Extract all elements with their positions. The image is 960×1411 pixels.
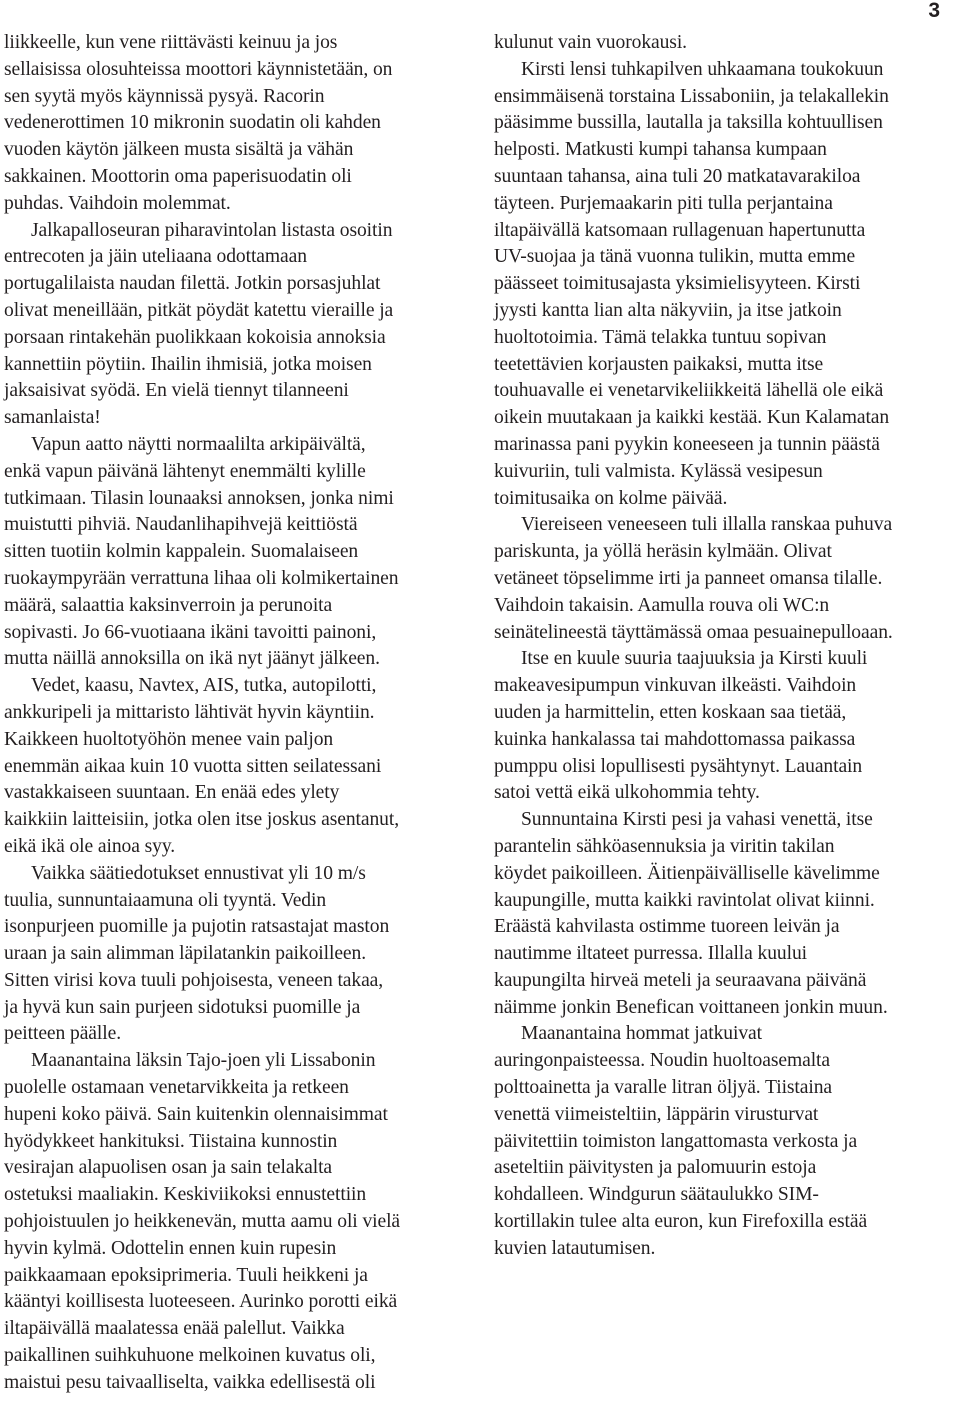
text-line: porsaan rintakehän puolikkaan kokoisia annoksia — [4, 326, 386, 348]
text-line: kuinka hankalassa tai mahdottomassa paikassa — [494, 728, 856, 750]
text-line: sopivasti. Jo 66-vuotiaana ikäni tavoitti painoni, — [4, 621, 377, 643]
text-line: teetettävien korjausten paikaksi, mutta itse — [494, 353, 824, 375]
text-line: Kirsti lensi tuhkapilven uhkaamana toukokuun — [521, 58, 884, 80]
text-line: Sitten virisi kova tuuli pohjoisesta, veneen takaa, — [4, 969, 384, 991]
text-line: ruokaympyrään verrattuna lihaa oli kolmikertainen — [4, 567, 399, 589]
text-line: UV-suojaa ja tänä vuonna tulikin, mutta emme — [494, 246, 856, 268]
text-line: mutta näillä annoksilla on ikä nyt jäänyt jälkeen. — [4, 648, 380, 670]
text-line: vedenerottimen 10 mikronin suodatin oli kahden — [4, 112, 381, 134]
text-line: jaksaisivat syödä. En vielä tiennyt tilanneeni — [4, 380, 349, 402]
text-line: päässeet toimitusajasta yksimielisyyteen. Kirsti — [494, 273, 861, 295]
text-line: parantelin sähköasennuksia ja viritin takilan — [494, 835, 835, 857]
text-line: touhuavalle ei venetarvikeliikkeitä lähellä ole eikä — [494, 380, 884, 402]
text-line: tutkimaan. Tilasin lounaaksi annoksen, jonka nimi — [4, 487, 394, 509]
text-line: köydet paikoilleen. Äitienpäivälliselle kävelimme — [494, 862, 880, 884]
text-line: kannettiin pöytiin. Ihailin ihmisiä, jotka moisen — [4, 353, 372, 375]
text-line: liikkeelle, kun vene riittävästi keinuu ja jos — [4, 32, 338, 53]
text-line: Vaihdoin takaisin. Aamulla rouva oli WC:n — [494, 594, 830, 616]
text-line: peitteen päälle. — [4, 1023, 121, 1045]
right-text-column — [494, 30, 958, 1263]
text-line: täyteen. Purjemaakarin piti tulla perjantaina — [494, 192, 833, 214]
text-line: isonpurjeen puomille ja pujotin ratsastajat maston — [4, 916, 390, 938]
text-line: kääntyi koillisesta luoteeseen. Aurinko porotti eikä — [4, 1291, 398, 1313]
text-line: vesirajan alapuolisen osan ja sain telakalta — [4, 1157, 333, 1179]
text-line: iltapäivällä katsomaan rullagenuan hapertunutta — [494, 219, 866, 241]
text-line: määrä, salaattia kaksinverroin ja perunoita — [4, 594, 333, 616]
text-line: Vedet, kaasu, Navtex, AIS, tutka, autopilotti, — [31, 675, 377, 697]
text-line: sitten tuotiin kolmin kappalein. Suomalaiseen — [4, 541, 359, 563]
text-line: kuivuriin, tuli valmista. Kylässä vesipesun — [494, 460, 823, 482]
text-line: paikallinen suihkuhuone melkoinen kuvatus oli, — [4, 1345, 376, 1367]
text-line: Maanantaina läksin Tajo-joen yli Lissabonin — [31, 1050, 376, 1072]
text-line: Vapun aatto näytti normaalilta arkipäivältä, — [31, 433, 366, 455]
text-line: toimitusaika on kolme päivää. — [494, 487, 728, 509]
text-line: sellaisissa olosuhteissa moottori käynnistetään, on — [4, 58, 393, 80]
text-line: sakkainen. Moottorin oma paperisuodatin oli — [4, 165, 352, 187]
text-line: pariskunta, ja yöllä heräsin kylmään. Olivat — [494, 541, 832, 563]
text-line: uraan ja sain alimman läpilatankin paikoilleen. — [4, 943, 367, 965]
text-line: polttoainetta ja varalle litran öljyä. Tiistaina — [494, 1077, 833, 1099]
text-line: kuvien latautumisen. — [494, 1237, 656, 1259]
text-line: vetäneet töpselimme irti ja panneet omansa tilalle. — [494, 567, 883, 589]
text-line: kohdalleen. Windgurun säätaulukko SIM- — [494, 1184, 819, 1206]
text-line: Sunnuntaina Kirsti pesi ja vahasi venettä, itse — [521, 809, 873, 831]
text-line: ostetuksi maaliakin. Keskiviikoksi ennustettiin — [4, 1184, 367, 1206]
text-line: enkä vapun päivänä lähtenyt enemmälti kylille — [4, 460, 366, 482]
text-line: samanlaista! — [4, 407, 101, 429]
text-line: auringonpaisteessa. Noudin huoltoasemalta — [494, 1050, 830, 1072]
page-number: 3 — [928, 0, 940, 22]
text-line: puolelle ostamaan venetarvikkeita ja retkeen — [4, 1077, 349, 1099]
text-line: olivat meneillään, pitkät pöydät katettu vieraille ja — [4, 299, 394, 321]
text-line: kaupungilta hirveä meteli ja seuraavana päivänä — [494, 969, 867, 991]
text-line: puhdas. Vaihdoin molemmat. — [4, 192, 231, 214]
text-line: hupeni koko päivä. Sain kuitenkin olennaisimmat — [4, 1103, 388, 1125]
text-line: eikä ikä ole ainoa syy. — [4, 835, 176, 857]
text-line: vuoden käytön jälkeen musta sisältä ja vähän — [4, 139, 354, 161]
text-line: ensimmäisenä torstaina Lissaboniin, ja telakallekin — [494, 85, 889, 107]
text-line: maistui pesu taivaalliselta, vaikka edellisestä oli — [4, 1371, 376, 1393]
text-line: seinätelineestä täyttämässä omaa pesuainepulloaan. — [494, 621, 893, 643]
text-line: muistutti pihviä. Naudanlihapihvejä keittiöstä — [4, 514, 358, 536]
text-line: marinassa pani pyykin koneeseen ja tunnin päästä — [494, 433, 880, 455]
text-line: pumppu olisi lopullisesti pysähtynyt. Lauantain — [494, 755, 863, 777]
text-line: Maanantaina hommat jatkuivat — [521, 1023, 762, 1045]
text-line: entrecoten ja jäin uteliaana odottamaan — [4, 246, 307, 268]
text-line: ja hyvä kun sain purjeen sidotuksi puomille ja — [4, 996, 361, 1018]
text-line: kaupungille, mutta kaikki ravintolat olivat kiinni. — [494, 889, 875, 911]
text-line: aseteltiin päivitysten ja palomuurin estoja — [494, 1157, 817, 1179]
text-line: hyödykkeet hankituksi. Tiistaina kunnostin — [4, 1130, 338, 1152]
text-line: venettä viimeisteltiin, läppärin virusturvat — [494, 1103, 819, 1125]
text-line: kortillakin tulee alta euron, kun Firefoxilla estää — [494, 1211, 868, 1233]
text-line: Viereiseen veneeseen tuli illalla ranskaa puhuva — [521, 514, 893, 536]
text-line: Kaikkeen huoltotyöhön menee vain paljon — [4, 728, 334, 750]
text-line: näimme jonkin Benefican voittaneen jonkin muun. — [494, 996, 888, 1018]
left-text-column — [4, 30, 474, 1397]
text-line: sen syytä myös käynnissä pysyä. Racorin — [4, 85, 325, 107]
text-line: oikein muutakaan ja kaikki kestää. Kun Kalamatan — [494, 407, 890, 429]
text-line: huoltotoimia. Tämä telakka tuntuu sopivan — [494, 326, 827, 348]
text-line: pohjoistuulen jo heikkenevän, mutta aamu oli vielä — [4, 1211, 401, 1233]
text-line: helposti. Matkusti kumpi tahansa kumpaan — [494, 139, 827, 161]
text-line: kaikkiin laitteisiin, jotka olen itse joskus asentanut, — [4, 809, 400, 831]
text-line: pääsimme bussilla, lautalla ja taksilla kohtuullisen — [494, 112, 883, 134]
text-line: makeavesipumpun vinkuvan ilkeästi. Vaihdoin — [494, 675, 857, 697]
text-line: vastakkaiseen suuntaan. En enää edes ylety — [4, 782, 340, 804]
text-line: enemmän aikaa kuin 10 vuotta sitten seilatessani — [4, 755, 382, 777]
text-line: jyysti kantta lian alta näkyviin, ja itse jatkoin — [494, 299, 842, 321]
text-line: päivitettiin toimiston langattomasta verkosta ja — [494, 1130, 858, 1152]
text-line: hyvin kylmä. Odottelin ennen kuin rupesin — [4, 1237, 337, 1259]
text-line: uuden ja harmittelin, etten koskaan saa tietää, — [494, 701, 847, 723]
text-line: Eräästä kahvilasta ostimme tuoreen leivän ja — [494, 916, 840, 938]
text-line: suuntaan tahansa, aina tuli 20 matkatavarakiloa — [494, 165, 861, 187]
text-line: portugalilaista naudan filettä. Jotkin porsasjuhlat — [4, 273, 381, 295]
text-line: nautimme iltateet purressa. Illalla kuului — [494, 943, 808, 965]
text-line: tuulia, sunnuntaiaamuna oli tyyntä. Vedin — [4, 889, 327, 911]
text-line: Vaikka säätiedotukset ennustivat yli 10 m/s — [31, 862, 366, 884]
text-line: satoi vettä eikä ulkohommia tehty. — [494, 782, 760, 804]
text-line: Itse en kuule suuria taajuuksia ja Kirsti kuuli — [521, 648, 868, 670]
text-line: iltapäivällä maalatessa enää palellut. Vaikka — [4, 1318, 345, 1340]
text-line: ankkuripeli ja mittaristo lähtivät hyvin käyntiin. — [4, 701, 375, 723]
text-line: Jalkapalloseuran piharavintolan listasta osoitin — [31, 219, 393, 241]
text-line: paikkaamaan epoksiprimeria. Tuuli heikkeni ja — [4, 1264, 368, 1286]
text-line: kulunut vain vuorokausi. — [494, 32, 687, 53]
